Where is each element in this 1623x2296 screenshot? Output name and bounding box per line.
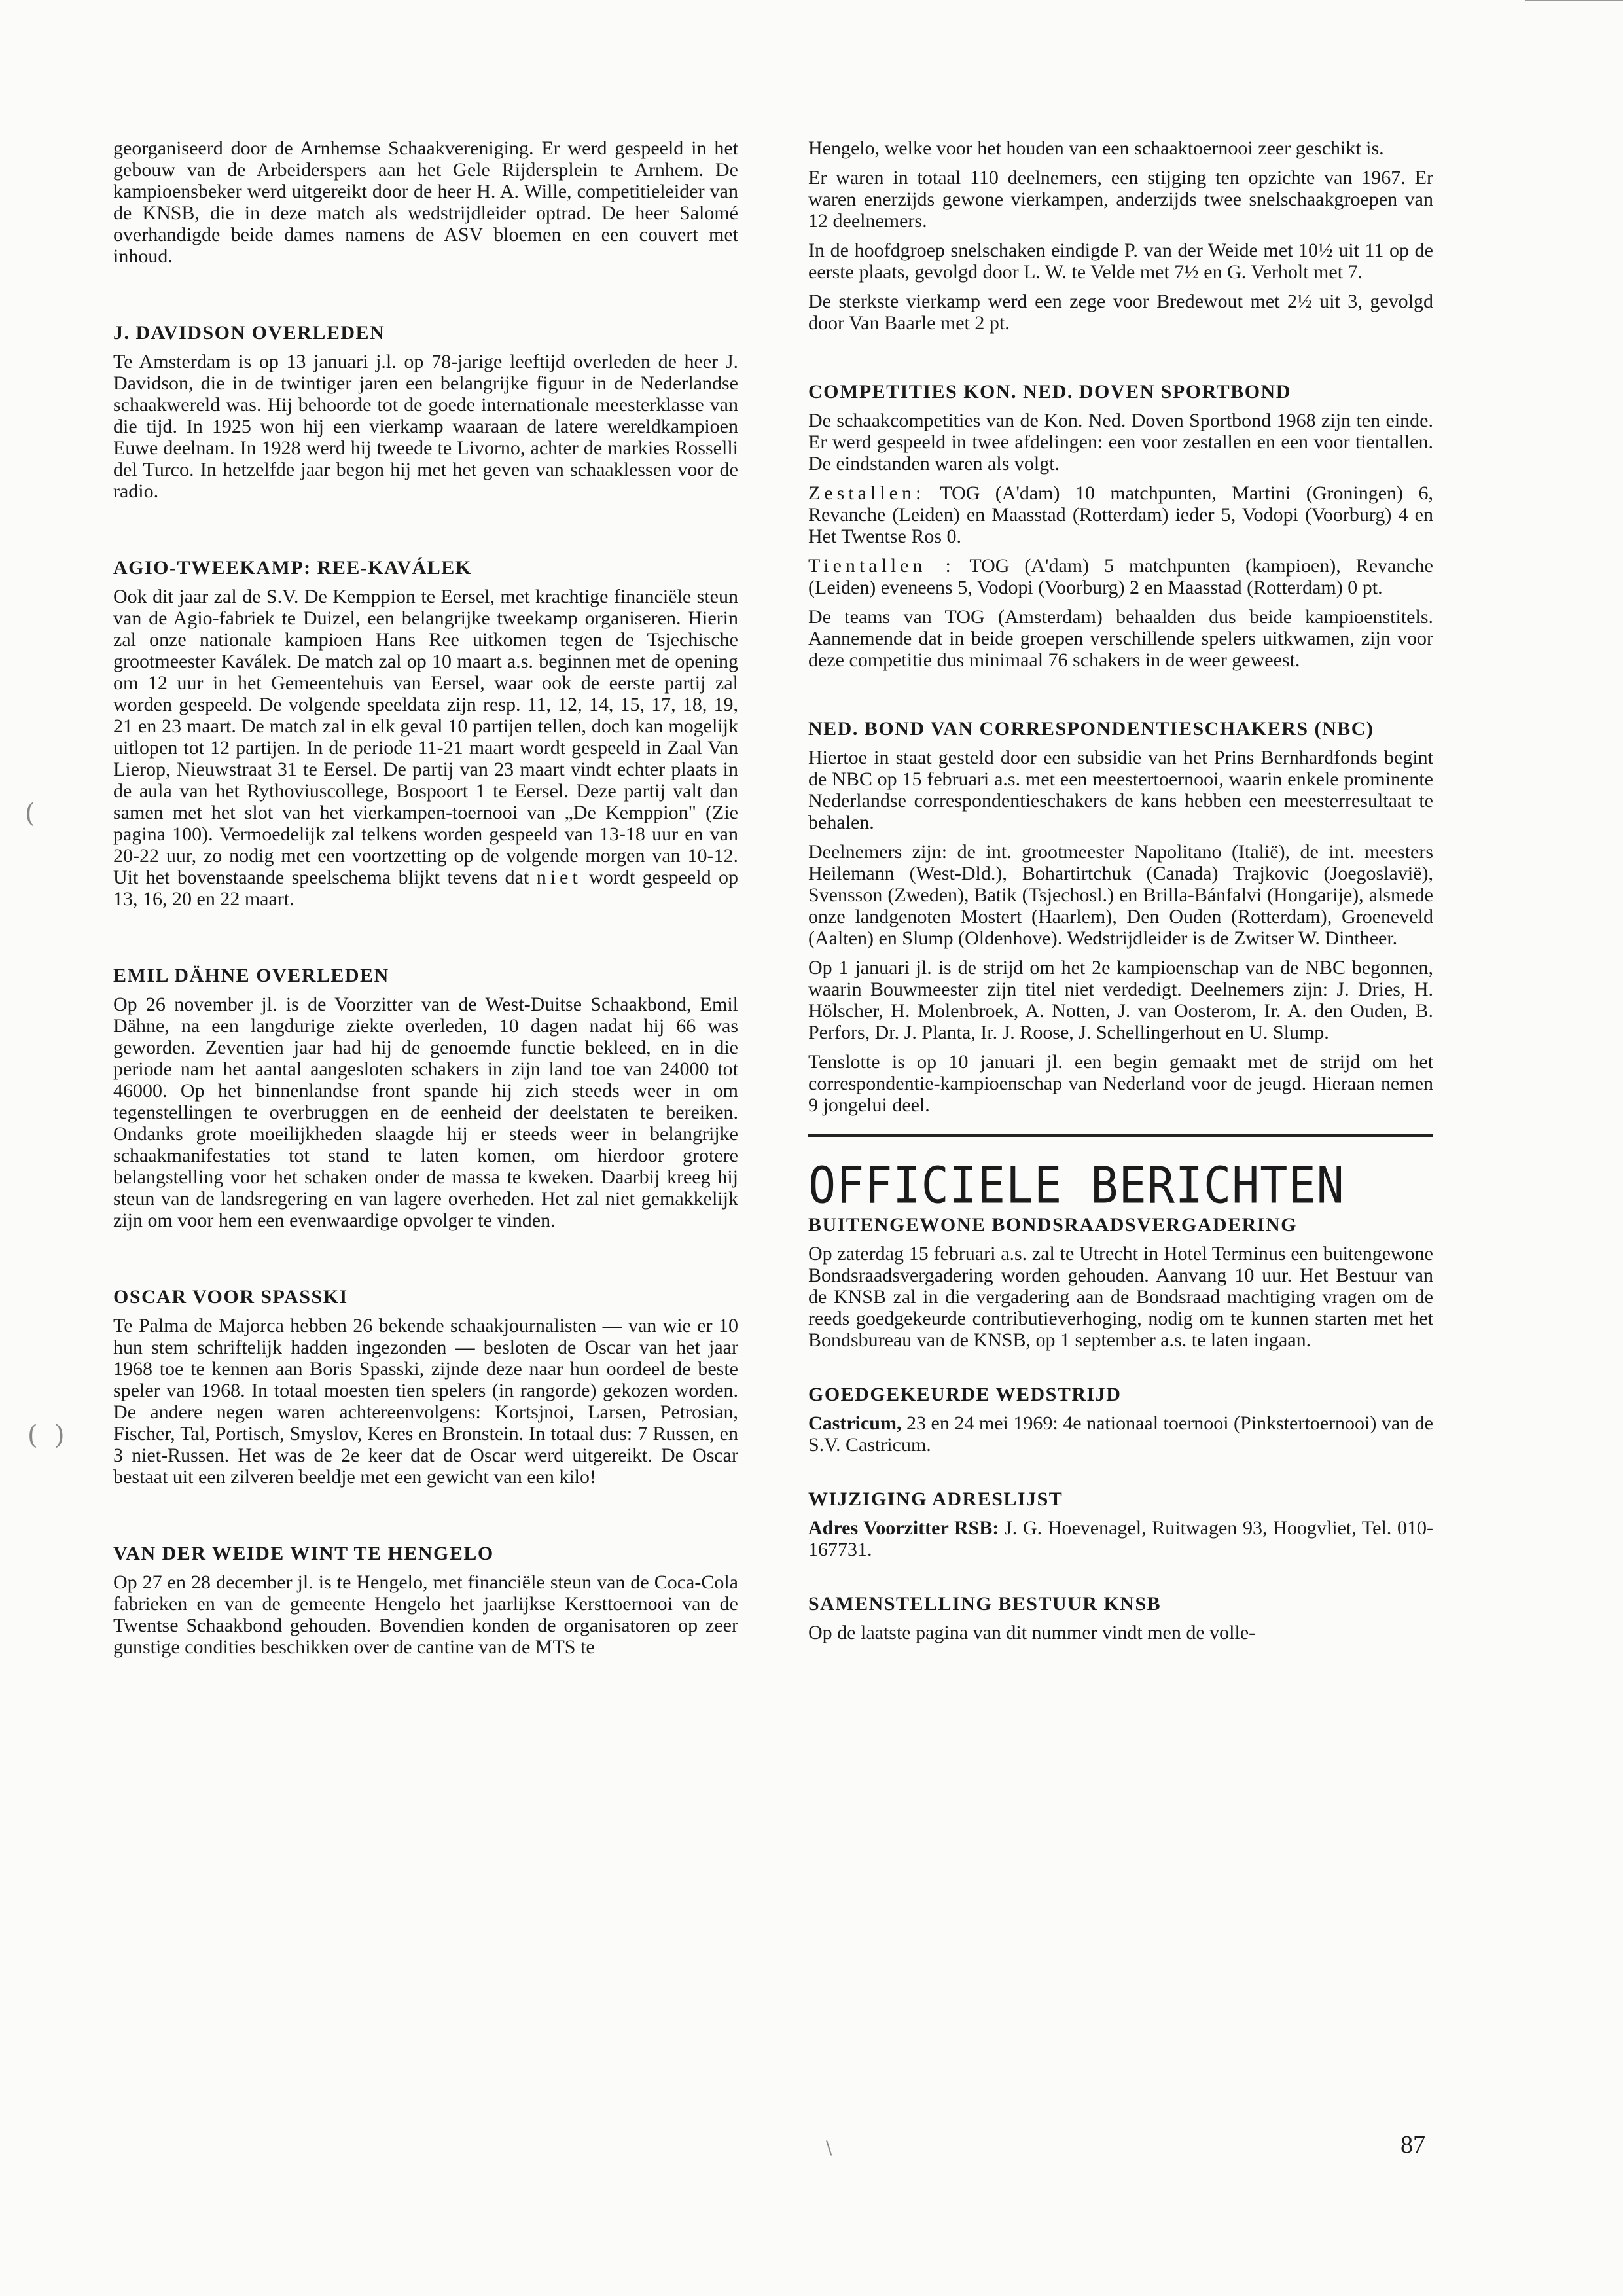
article-heading: VAN DER WEIDE WINT TE HENGELO: [113, 1543, 494, 1564]
article-text: [808, 555, 1433, 598]
text-run: TOG (A'dam) 10 matchpunten, Martini (Groningen) 6, Revanche (Leiden) en Maasstad (Rotterdam) ieder 5, Vodopi (Voorburg) 4 en Het Twentse Ros 0.: [808, 482, 1433, 547]
article-text: Op 26 november jl. is de Voorzitter van de West-Duitse Schaakbond, Emil Dähne, na een langdurige ziekte overleden, 10 dagen nadat hij 66 was geworden. Zeventien jaar had hij de genoemde functie bekleed, en in die periode nam het aantal aangesloten schakers in zijn land toe van 24000 tot 46000. Op het binnenlandse front spande hij zich steeds weer in om tegenstellingen te overbruggen en de eenheid der deelstaten te bereiken. Ondanks grote moeilijkheden slaagde hij er steeds weer in belangrijke schaakmanifestaties tot stand te laten komen, om hierdoor grotere belangstelling voor het schaken onder de massa te kweken. Daarbij kreeg hij steun van de landsregering en van lagere overheden. Het zal niet gemakkelijk zijn om voor hem een evenwaardige opvolger te vinden.: [113, 994, 738, 1231]
article-text: Op zaterdag 15 februari a.s. zal te Utrecht in Hotel Terminus een buitengewone Bondsraadsvergadering worden gehouden. Aanvang 10 uur. Het Bestuur van de KNSB zal in die vergadering aan de Bondsraad machtiging vragen om de reeds goedgekeurde contributieverhoging, nodig om te kunnen starten met het Bondsbureau van de KNSB, op 1 september a.s. te laten ingaan.: [808, 1243, 1433, 1351]
scan-mark-left-2: ( ): [27, 1420, 65, 1450]
article-heading: WIJZIGING ADRESLIJST: [808, 1488, 1063, 1510]
article-text: Tenslotte is op 10 januari jl. een begin gemaakt met de strijd om het correspondentie-kampioenschap van Nederland voor de jeugd. Hieraan nemen 9 jongelui deel.: [808, 1051, 1433, 1116]
article-doven: [808, 380, 1433, 671]
label-spaced: Tientallen :: [808, 555, 955, 577]
article-text: De teams van TOG (Amsterdam) behaalden dus beide kampioenstitels. Aannemende dat in beide groepen verschillende spelers uitkwamen, zijn voor deze competitie dus minimaal 76 schakers in de weer geweest.: [808, 606, 1433, 671]
article-text: [808, 482, 1433, 547]
article-dahne: [113, 963, 738, 1231]
article-heading: GOEDGEKEURDE WEDSTRIJD: [808, 1384, 1122, 1405]
text-run: J. G. Hoevenagel, Ruitwagen 93, Hoogvliet, Tel. 010-167731.: [808, 1517, 1433, 1560]
article-text: Deelnemers zijn: de int. grootmeester Napolitano (Italië), de int. meesters Heilemann (West-Dld.), Bohartirtchuk (Canada) Trajkovic (Joegoslavië), Svensson (Zweden), Batik (Tsjechosl.) en Brilla-Bánfalvi (Hongarije), alsmede onze landgenoten Mostert (Haarlem), Den Ouden (Rotterdam), Groeneveld (Aalten) en Slump (Oldenhove). Wedstrijdleider is de Zwitser W. Dintheer.: [808, 841, 1433, 949]
article-text: Op 27 en 28 december jl. is te Hengelo, met financiële steun van de Coca-Cola fabrieken en van de gemeente Hengelo het jaarlijkse Kersttoernooi van de Twentse Schaakbond gehouden. Bovendien konden de organisatoren op zeer gunstige condities beschikken over de cantine van de MTS te: [113, 1571, 738, 1658]
article-text: Hengelo, welke voor het houden van een schaaktoernooi zeer geschikt is.: [808, 137, 1384, 159]
intro-paragraph: georganiseerd door de Arnhemse Schaakvereniging. Er werd gespeeld in het gebouw van de Arbeiderspers aan het Gele Rijdersplein te Arnhem. De kampioensbeker werd uitgereikt door de heer H. A. Wille, competitieleider van de KNSB, die in deze match als wedstrijdleider optrad. De heer Salomé overhandigde beide dames namens de ASV bloemen en een couvert met inhoud.: [113, 137, 738, 267]
text-run: 23 en 24 mei 1969: 4e nationaal toernooi (Pinkstertoernooi) van de S.V. Castricum.: [808, 1412, 1434, 1456]
article-oscar: [113, 1285, 738, 1488]
article-davidson: [113, 321, 738, 502]
article-text: Er waren in totaal 110 deelnemers, een stijging ten opzichte van 1967. Er waren enerzijds gewone vierkampen, anderzijds twee snelschaakgroepen van 12 deelnemers.: [808, 167, 1433, 232]
article-heading: OSCAR VOOR SPASSKI: [113, 1286, 348, 1308]
article-vanderweide: [113, 1541, 738, 1658]
article-text: Te Palma de Majorca hebben 26 bekende schaakjournalisten — van wie er 10 hun stem schriftelijk hadden ingezonden — besloten de Oscar van het jaar 1968 toe te kennen aan Boris Spasski, zijnde deze naar hun oordeel de beste speler van 1968. In totaal moesten tien spelers (in rangorde) gekozen worden. De andere negen waren achtereenvolgens: Kortsjnoi, Larsen, Petrosian, Fischer, Tal, Portisch, Smyslov, Keres en Bronstein. In totaal dus: 7 Russen, en 3 niet-Russen. Het was de 2e keer dat de Oscar werd uitgereikt. De Oscar bestaat uit een zilveren beeldje met een gewicht van een kilo!: [113, 1315, 738, 1488]
scan-mark-left-1: (: [25, 798, 52, 829]
text-run: wordt gespeeld op 13, 16, 20 en 22 maart.: [113, 867, 739, 910]
officiele-berichten: [808, 1157, 1433, 1643]
article-heading: SAMENSTELLING BESTUUR KNSB: [808, 1593, 1162, 1615]
article-text: [808, 1517, 1433, 1560]
article-text: Te Amsterdam is op 13 januari j.l. op 78-jarige leeftijd overleden de heer J. Davidson, die in de twintiger jaren een belangrijke figuur in de Nederlandse schaakwereld was. Hij behoorde tot de goede internationale meesterklasse van die tijd. In 1925 won hij een vierkamp waaraan de latere wereldkampioen Euwe deelnam. In 1928 werd hij tweede te Livorno, achter de markies Rosselli del Turco. In hetzelfde jaar begon hij met het geven van schaaklessen voor de radio.: [113, 351, 738, 502]
top-edge-line: [1525, 0, 1623, 1]
emphasis-spaced: niet: [536, 867, 582, 888]
article-text: Op de laatste pagina van dit nummer vindt men de volle-: [808, 1622, 1256, 1643]
article-heading: J. DAVIDSON OVERLEDEN: [113, 322, 385, 344]
article-text: [113, 586, 738, 910]
article-agio: [113, 556, 738, 910]
article-text: In de hoofdgroep snelschaken eindigde P. van der Weide met 10½ uit 11 op de eerste plaats, gevolgd door L. W. te Velde met 7½ en G. Verholt met 7.: [808, 240, 1433, 283]
article-heading: BUITENGEWONE BONDSRAADSVERGADERING: [808, 1214, 1297, 1236]
text-run: Ook dit jaar zal de S.V. De Kemppion te Eersel, met krachtige financiële steun van de Agio-fabriek te Duizel, een belangrijke tweekamp organiseren. Hierin zal onze nationale kampioen Hans Ree uitkomen tegen de Tsjechische grootmeester Kaválek. De match zal op 10 maart a.s. beginnen met de opening om 12 uur in het Gemeentehuis van Eersel, waar ook de eerste partij zal worden gespeeld. De volgende speeldata zijn resp. 11, 12, 14, 15, 17, 18, 19, 21 en 23 maart. De match zal in elk geval 10 partijen tellen, doch kan mogelijk uitlopen tot 12 partijen. In de periode 11-21 maart wordt gespeeld in Zaal Van Lierop, Nieuwstraat 31 te Eersel. De partij van 23 maart vindt echter plaats in de aula van het Rythoviuscollege, Bospoort 1 te Eersel. Deze partij valt dan samen met het slot van het vierkampen-toernooi van „De Kemppion" (Zie pagina 100). Vermoedelijk zal telkens worden gespeeld van 13-18 uur en van 20-22 uur, zo nodig met een voortzetting op de volgende morgen van 10-12. Uit het bovenstaande speelschema blijkt tevens dat: [113, 586, 738, 888]
right-column: [808, 137, 1433, 1651]
label-spaced: Zestallen:: [808, 482, 925, 504]
section-title: OFFICIELE BERICHTEN: [808, 1155, 1345, 1215]
article-text: Hiertoe in staat gesteld door een subsidie van het Prins Bernhardfonds begint de NBC op 15 februari a.s. met een meestertoernooi, waarin enkele prominente Nederlandse correspondentieschakers de kans hebben een meesterresultaat te behalen.: [808, 747, 1433, 833]
article-heading: COMPETITIES KON. NED. DOVEN SPORTBOND: [808, 381, 1291, 403]
lead-bold: Adres Voorzitter RSB:: [808, 1517, 999, 1539]
article-text: De sterkste vierkamp werd een zege voor Bredewout met 2½ uit 3, gevolgd door Van Baarle met 2 pt.: [808, 291, 1433, 334]
text-run: TOG (A'dam) 5 matchpunten (kampioen), Revanche (Leiden) eveneens 5, Vodopi (Voorburg) 2 en Maasstad (Rotterdam) 0 pt.: [808, 555, 1433, 598]
scan-mark-bottom: \: [826, 2137, 832, 2159]
article-nbc: [808, 717, 1433, 1116]
article-text: [808, 1412, 1433, 1456]
article-heading: AGIO-TWEEKAMP: REE-KAVÁLEK: [113, 557, 472, 579]
left-column: [113, 137, 738, 1666]
section-divider: [808, 1134, 1433, 1137]
lead-bold: Castricum,: [808, 1412, 902, 1434]
article-hengelo-continued: [808, 137, 1433, 334]
page-number: 87: [1400, 2131, 1425, 2159]
article-heading: NED. BOND VAN CORRESPONDENTIESCHAKERS (NBC): [808, 718, 1374, 740]
article-text: De schaakcompetities van de Kon. Ned. Doven Sportbond 1968 zijn ten einde. Er werd gespeeld in twee afdelingen: een voor zestallen en een voor tientallen. De eindstanden waren als volgt.: [808, 410, 1433, 475]
article-text: Op 1 januari jl. is de strijd om het 2e kampioenschap van de NBC begonnen, waarin Bouwmeester zijn titel niet verdedigt. Deelnemers zijn: J. Dries, H. Hölscher, H. Molenbroek, A. Notten, J. van Oosterom, Ir. A. den Ouden, B. Perfors, Dr. J. Planta, Ir. J. Roose, J. Schellingerhout en U. Slump.: [808, 957, 1433, 1043]
article-heading: EMIL DÄHNE OVERLEDEN: [113, 965, 389, 986]
